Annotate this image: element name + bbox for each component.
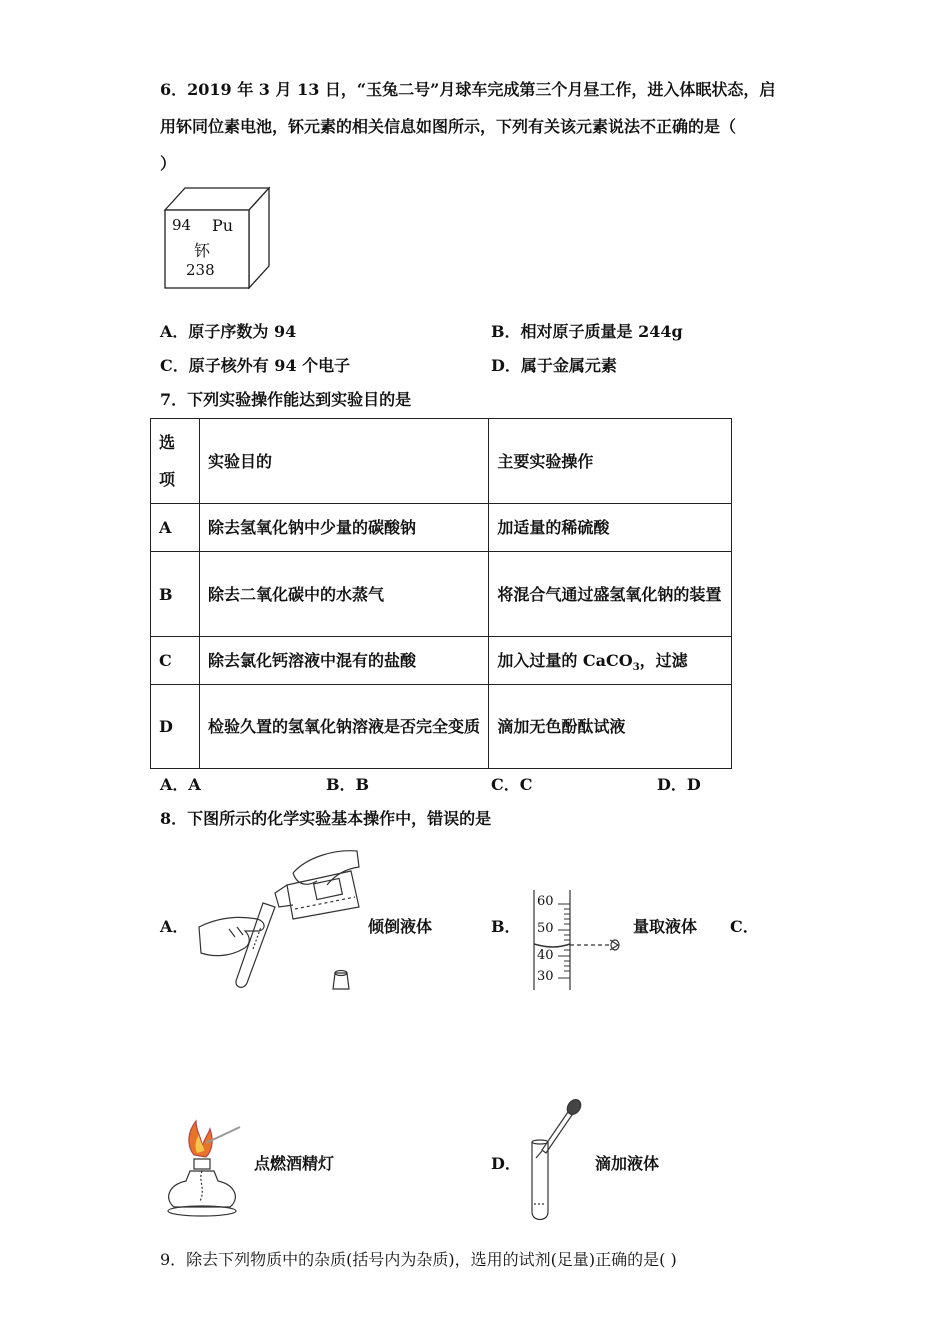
table-row <box>151 637 732 685</box>
row-operation: 将混合气通过盛氢氧化钠的装置 <box>489 552 732 637</box>
q7-answer-c[interactable]: C．C <box>491 775 533 794</box>
element-cell-figure <box>163 186 273 290</box>
q8-stem: 8．下图所示的化学实验基本操作中，错误的是 <box>160 809 492 828</box>
dropper-illustration <box>528 1098 588 1223</box>
q6-option-b[interactable]: B．相对原子质量是 244g <box>491 322 683 341</box>
element-symbol: Pu <box>212 216 234 235</box>
q8-option-a-caption: 倾倒液体 <box>368 917 433 936</box>
table-row <box>151 504 732 552</box>
header-option-line1: 选 <box>159 433 176 452</box>
q6-stem-line2: 用钚同位素电池，钚元素的相关信息如图所示，下列有关该元素说法不正确的是（ <box>160 117 737 136</box>
element-atomic-mass: 238 <box>186 261 215 279</box>
alcohol-lamp-illustration <box>160 1115 245 1220</box>
q6-stem-line1: 6．2019 年 3 月 13 日，“玉兔二号”月球车完成第三个月昼工作，进入体眠状态，启 <box>160 80 776 99</box>
q7-answer-d[interactable]: D．D <box>657 775 701 794</box>
q8-option-d-caption: 滴加液体 <box>595 1154 660 1173</box>
row-option: D <box>151 685 200 769</box>
table-row <box>151 552 732 637</box>
row-purpose: 除去氢氧化钠中少量的碳酸钠 <box>199 504 488 552</box>
tick-label-30: 30 <box>537 969 554 984</box>
q7-answer-a[interactable]: A．A <box>160 775 201 794</box>
experiment-table <box>150 418 732 769</box>
operation-text: 加入过量的 CaCO <box>497 651 633 670</box>
row-operation: 滴加无色酚酞试液 <box>489 685 732 769</box>
element-name: 钚 <box>194 241 211 260</box>
q8-option-b-caption: 量取液体 <box>633 917 698 936</box>
q6-option-c[interactable]: C．原子核外有 94 个电子 <box>160 356 351 375</box>
q9-stem: 9．除去下列物质中的杂质(括号内为杂质)，选用的试剂(足量)正确的是( ) <box>160 1250 677 1269</box>
header-option-line2: 项 <box>159 470 176 489</box>
q6-option-d[interactable]: D．属于金属元素 <box>491 356 617 375</box>
measuring-cylinder-illustration <box>528 888 638 992</box>
q8-option-c-caption: 点燃酒精灯 <box>254 1154 335 1173</box>
header-operation: 主要实验操作 <box>489 419 732 504</box>
row-purpose: 检验久置的氢氧化钠溶液是否完全变质 <box>199 685 488 769</box>
pouring-liquid-illustration <box>195 845 365 995</box>
row-option: B <box>151 552 200 637</box>
q6-stem-line3: ） <box>160 154 177 173</box>
subscript: 3 <box>632 662 640 674</box>
tick-label-50: 50 <box>537 921 554 936</box>
q8-option-b-letter[interactable]: B． <box>491 917 521 936</box>
header-option-cell <box>151 419 200 504</box>
row-operation <box>489 637 732 685</box>
row-operation: 加适量的稀硫酸 <box>489 504 732 552</box>
row-purpose: 除去二氧化碳中的水蒸气 <box>199 552 488 637</box>
table-header-row <box>151 419 732 504</box>
row-option: C <box>151 637 200 685</box>
q8-option-c-letter[interactable]: C． <box>730 917 759 936</box>
element-atomic-number: 94 <box>172 216 192 234</box>
operation-text-suffix: ，过滤 <box>639 651 688 670</box>
row-option: A <box>151 504 200 552</box>
q6-option-a[interactable]: A．原子序数为 94 <box>160 322 297 341</box>
q7-answer-b[interactable]: B．B <box>326 775 370 794</box>
tick-label-60: 60 <box>537 894 554 909</box>
q7-stem: 7．下列实验操作能达到实验目的是 <box>160 390 412 409</box>
table-row <box>151 685 732 769</box>
tick-label-40: 40 <box>537 948 554 963</box>
header-purpose: 实验目的 <box>199 419 488 504</box>
q8-option-a-letter[interactable]: A． <box>160 917 189 936</box>
q8-option-d-letter[interactable]: D． <box>491 1154 521 1173</box>
row-purpose: 除去氯化钙溶液中混有的盐酸 <box>199 637 488 685</box>
